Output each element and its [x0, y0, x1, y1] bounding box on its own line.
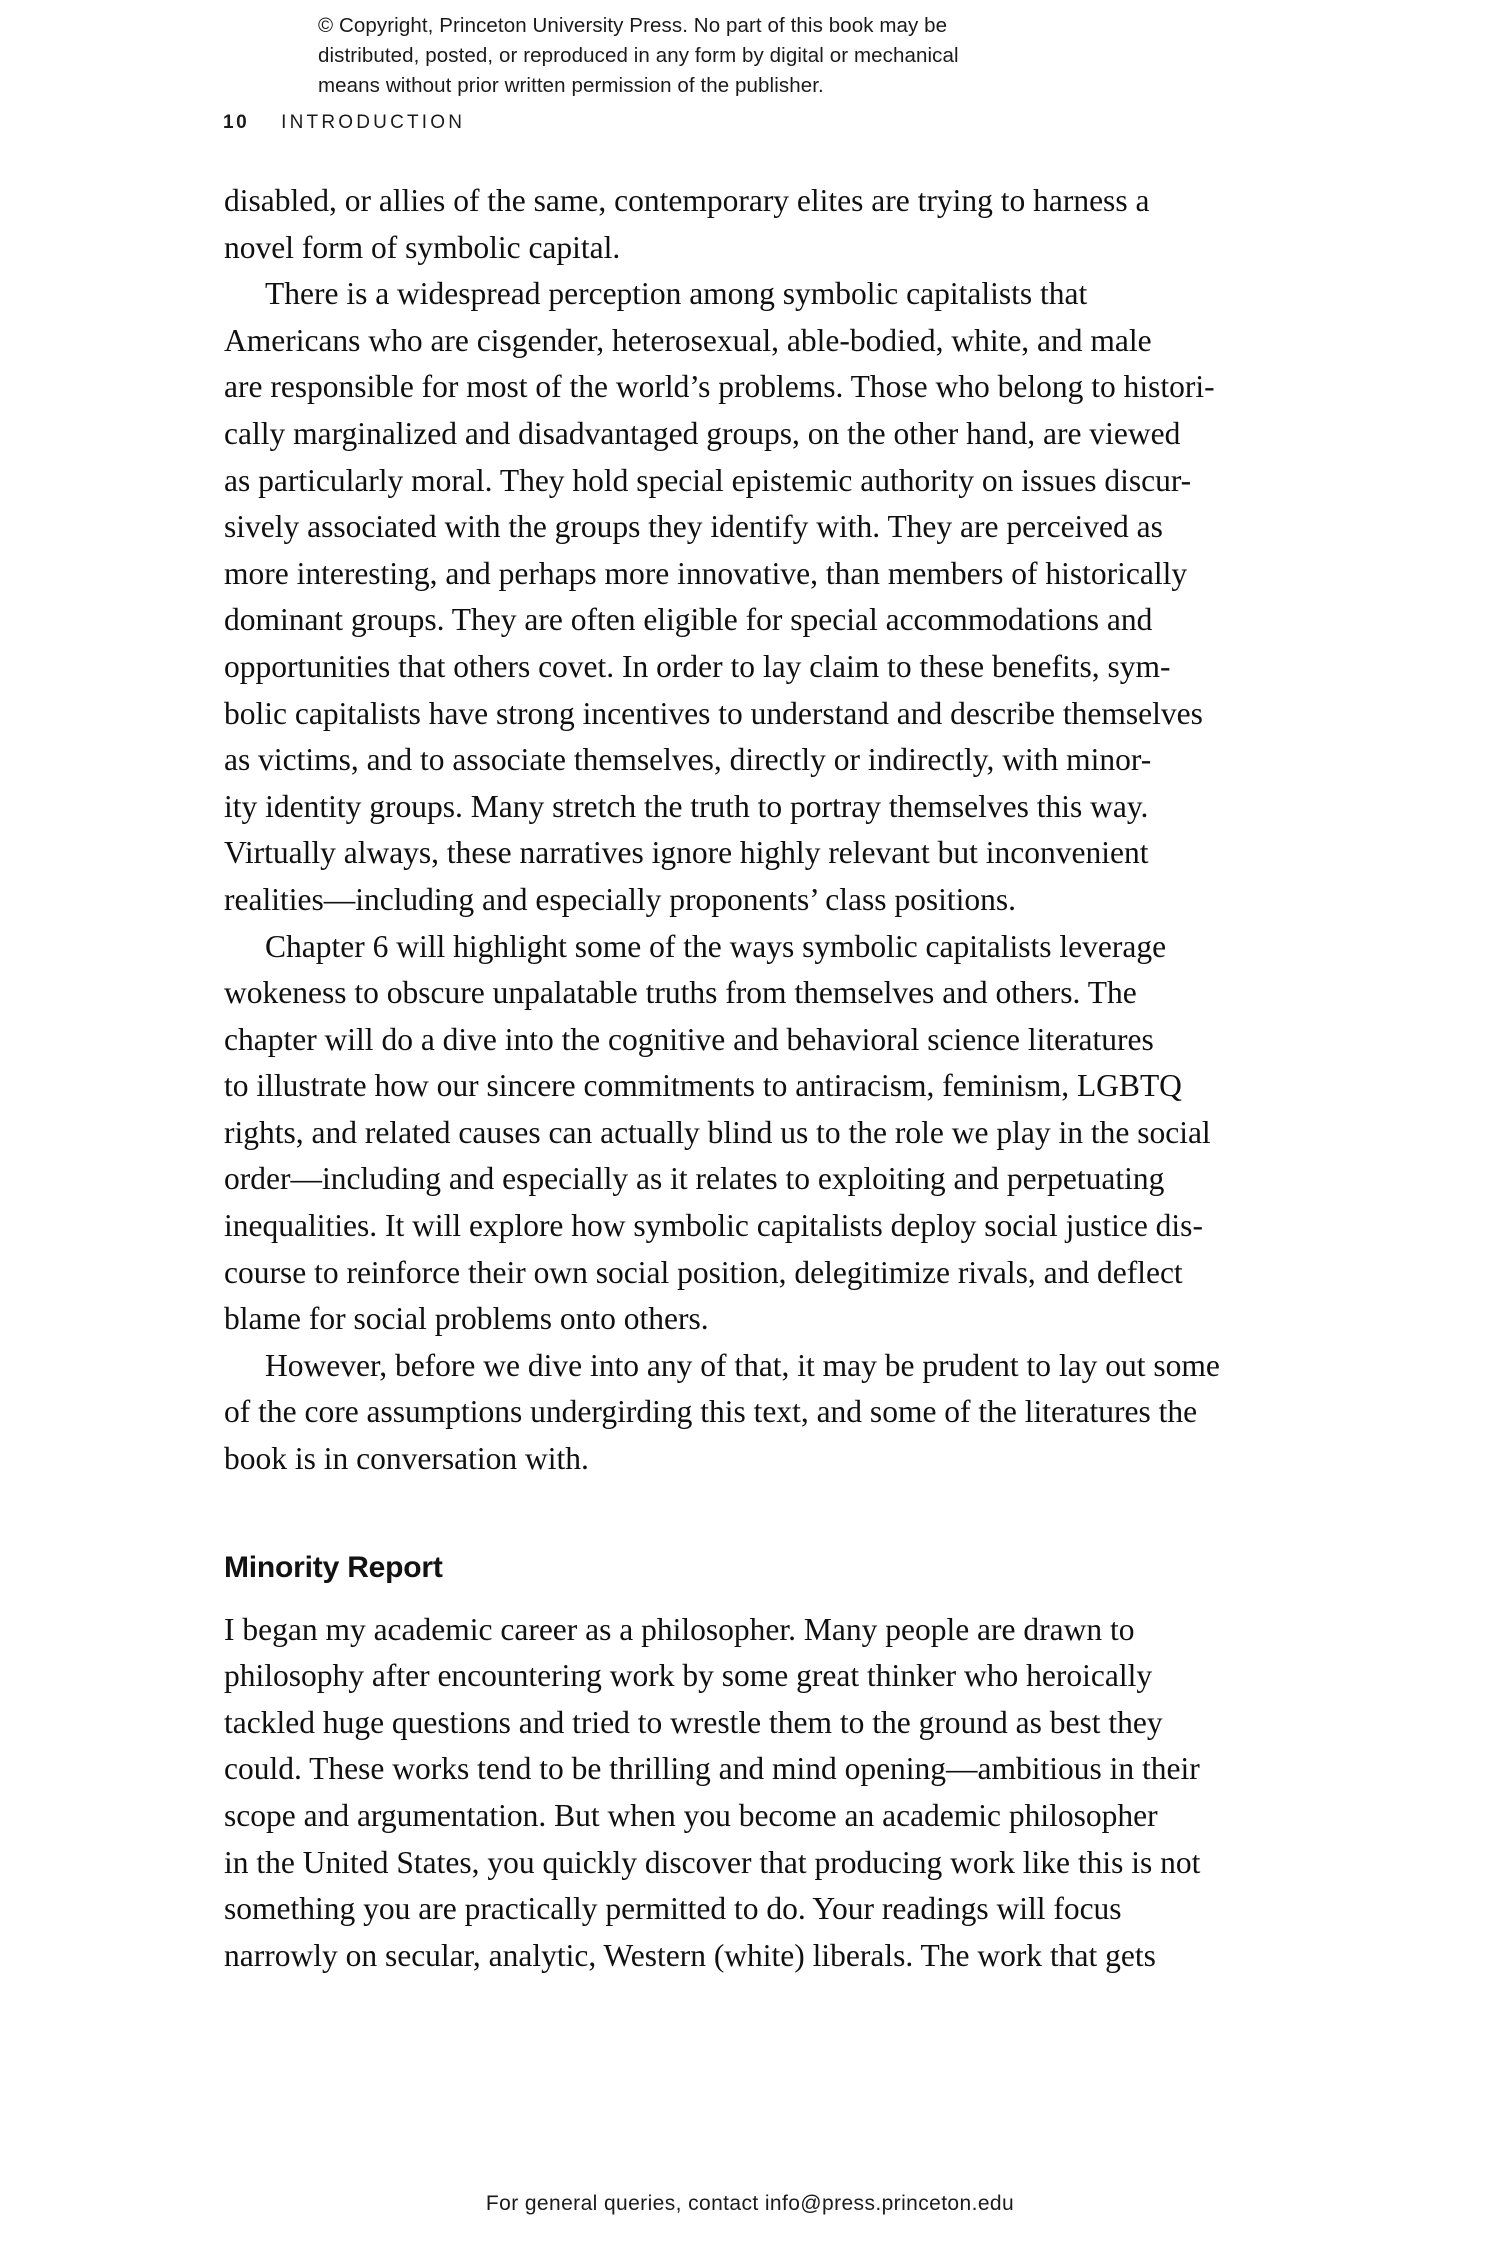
text-line: Chapter 6 will highlight some of the ways symbolic capitalists leverage [265, 928, 1167, 964]
page-number: 10 [223, 112, 250, 133]
paragraph-4 [224, 1343, 1284, 1483]
text-line: scope and argumentation. But when you become an academic philosopher [224, 1798, 1158, 1833]
copyright-notice [318, 11, 1168, 101]
paragraph-3 [224, 924, 1284, 1343]
paragraph-5 [224, 1607, 1284, 1980]
copyright-line-3: means without prior written permission of the publisher. [318, 74, 824, 97]
text-line: course to reinforce their own social position, delegitimize rivals, and deflect [224, 1254, 1183, 1290]
text-line: book is in conversation with. [224, 1441, 589, 1477]
text-line: could. These works tend to be thrilling and mind opening—ambitious in their [224, 1751, 1200, 1787]
text-line: ity identity groups. Many stretch the truth to portray themselves this way. [224, 788, 1149, 824]
text-line: philosophy after encountering work by some great thinker who heroically [224, 1658, 1153, 1694]
text-line: Virtually always, these narratives ignore highly relevant but inconvenient [224, 835, 1149, 871]
text-line: opportunities that others covet. In order to lay claim to these benefits, sym- [224, 648, 1171, 684]
paragraph-1 [224, 178, 1284, 271]
text-line: order—including and especially as it relates to exploiting and perpetuating [224, 1161, 1165, 1197]
text-line: blame for social problems onto others. [224, 1301, 709, 1337]
text-line: to illustrate how our sincere commitments to antiracism, feminism, LGBTQ [224, 1068, 1182, 1104]
text-line: disabled, or allies of the same, contemporary elites are trying to harness a [224, 183, 1150, 218]
copyright-line-2: distributed, posted, or reproduced in any form by digital or mechanical [318, 44, 959, 67]
running-head-title: INTRODUCTION [281, 112, 466, 133]
text-line: rights, and related causes can actually blind us to the role we play in the social [224, 1114, 1211, 1150]
text-line: as particularly moral. They hold special epistemic authority on issues discur- [224, 462, 1192, 498]
text-line: tackled huge questions and tried to wrestle them to the ground as best they [224, 1704, 1163, 1740]
running-head [223, 112, 465, 134]
footer-note: For general queries, contact info@press.princeton.edu [485, 2192, 1015, 2215]
text-line: wokeness to obscure unpalatable truths from themselves and others. The [224, 975, 1137, 1011]
section-heading-minority-report: Minority Report [224, 1550, 443, 1584]
text-line: dominant groups. They are often eligible for special accommodations and [224, 602, 1153, 638]
text-line: more interesting, and perhaps more innovative, than members of historically [224, 555, 1188, 591]
copyright-line-1: © Copyright, Princeton University Press. No part of this book may be [318, 14, 948, 37]
text-line: narrowly on secular, analytic, Western (white) liberals. The work that gets [224, 1937, 1156, 1973]
text-line: novel form of symbolic capital. [224, 229, 621, 265]
text-line: cally marginalized and disadvantaged groups, on the other hand, are viewed [224, 415, 1181, 451]
text-line: There is a widespread perception among symbolic capitalists that [265, 276, 1088, 312]
text-line: as victims, and to associate themselves, directly or indirectly, with minor- [224, 742, 1152, 778]
text-line: I began my academic career as a philosopher. Many people are drawn to [224, 1611, 1135, 1647]
text-line: bolic capitalists have strong incentives to understand and describe themselves [224, 695, 1203, 731]
paragraph-2 [224, 271, 1284, 923]
text-line: realities—including and especially proponents’ class positions. [224, 881, 1016, 917]
text-column [224, 178, 1284, 1979]
text-line: in the United States, you quickly discover that producing work like this is not [224, 1844, 1201, 1880]
text-line: However, before we dive into any of that, it may be prudent to lay out some [265, 1347, 1220, 1383]
text-line: are responsible for most of the world’s problems. Those who belong to histori- [224, 369, 1215, 405]
text-line: something you are practically permitted to do. Your readings will focus [224, 1891, 1122, 1927]
text-line: Americans who are cisgender, heterosexual, able-bodied, white, and male [224, 322, 1152, 358]
text-line: of the core assumptions undergirding this text, and some of the literatures the [224, 1394, 1198, 1430]
text-line: inequalities. It will explore how symbolic capitalists deploy social justice dis- [224, 1208, 1203, 1244]
text-line: chapter will do a dive into the cognitive and behavioral science literatures [224, 1021, 1154, 1057]
text-line: sively associated with the groups they identify with. They are perceived as [224, 509, 1163, 545]
